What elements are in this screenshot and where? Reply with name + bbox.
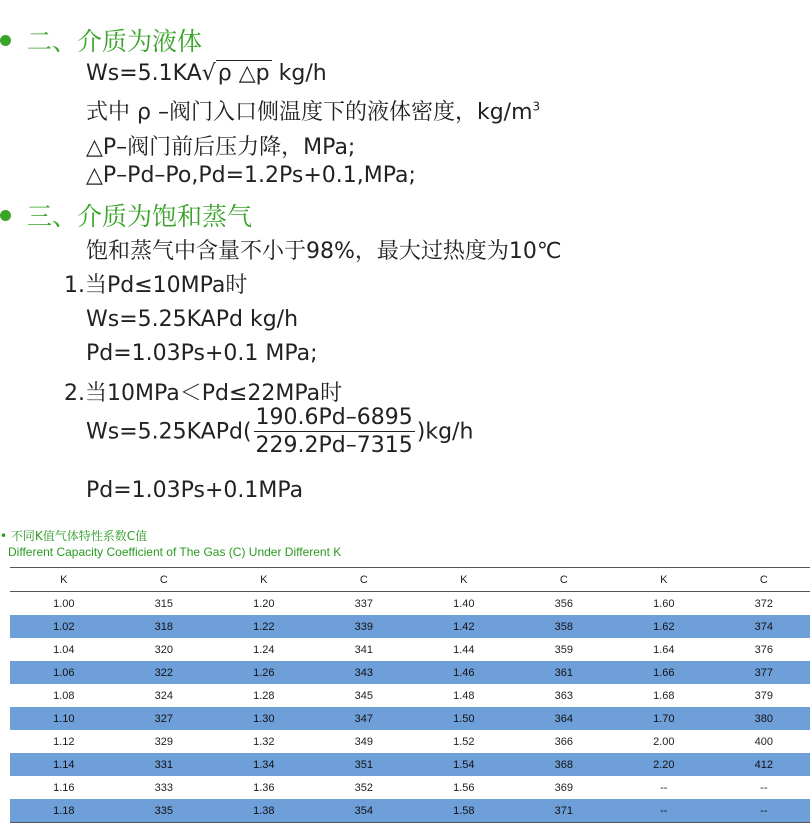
cell-c: 361 bbox=[518, 661, 610, 684]
cell-c: 356 bbox=[554, 597, 573, 610]
cell-k: 1.08 bbox=[53, 689, 75, 702]
cell-c: 368 bbox=[518, 753, 610, 776]
cell-c: 379 bbox=[754, 689, 773, 702]
table-row bbox=[10, 615, 810, 638]
cell-c: 366 bbox=[554, 735, 573, 748]
cell-k: 1.70 bbox=[610, 707, 718, 730]
case1-pd: Pd=1.03Ps+0.1 MPa; bbox=[86, 341, 318, 366]
cell-k: 1.34 bbox=[210, 753, 318, 776]
liquid-formula bbox=[86, 60, 327, 86]
fraction bbox=[254, 405, 415, 460]
cell-c: 315 bbox=[154, 597, 174, 610]
case2-pd: Pd=1.03Ps+0.1MPa bbox=[86, 478, 304, 503]
cell-k: 1.48 bbox=[453, 689, 475, 702]
cell-c: 329 bbox=[154, 735, 174, 748]
bullet-dot bbox=[0, 210, 11, 221]
cell-c: 333 bbox=[154, 781, 174, 794]
cell-k: 1.44 bbox=[453, 643, 475, 656]
cell-k: -- bbox=[660, 781, 668, 794]
rho-superscript: 3 bbox=[532, 99, 541, 114]
case1-condition: 1.当Pd≤10MPa时 bbox=[64, 273, 248, 298]
cell-k: 1.52 bbox=[453, 735, 475, 748]
section-title: 三、介质为饱和蒸气 bbox=[27, 202, 253, 231]
header-c: C bbox=[518, 568, 610, 592]
cell-c: 380 bbox=[718, 707, 810, 730]
case2-ws-suffix: )kg/h bbox=[416, 419, 474, 445]
case2-ws-prefix: Ws=5.25KAPd( bbox=[86, 419, 252, 445]
table-row bbox=[10, 799, 810, 823]
cell-c: 320 bbox=[154, 643, 174, 656]
cell-k: 1.30 bbox=[210, 707, 318, 730]
formula-prefix: Ws=5.1KA bbox=[86, 61, 202, 86]
steam-note: 饱和蒸气中含量不小于98%，最大过热度为10℃ bbox=[86, 239, 562, 264]
header-k: K bbox=[610, 568, 718, 592]
cell-k: 1.20 bbox=[253, 597, 275, 610]
cell-k: 1.62 bbox=[610, 615, 718, 638]
table-row bbox=[10, 661, 810, 684]
cell-c: 347 bbox=[318, 707, 410, 730]
cell-c: 324 bbox=[154, 689, 174, 702]
table-row bbox=[10, 684, 810, 707]
cell-k: 1.14 bbox=[10, 753, 118, 776]
cell-c: -- bbox=[718, 799, 810, 823]
cell-c: 376 bbox=[754, 643, 773, 656]
cell-k: 1.64 bbox=[653, 643, 675, 656]
cell-c: 358 bbox=[518, 615, 610, 638]
cell-k: 1.28 bbox=[253, 689, 275, 702]
cell-k: 1.24 bbox=[253, 643, 275, 656]
cell-c: 363 bbox=[554, 689, 573, 702]
cell-c: 335 bbox=[118, 799, 210, 823]
cell-k: 1.60 bbox=[653, 597, 675, 610]
cell-c: 331 bbox=[118, 753, 210, 776]
cell-k: 1.00 bbox=[53, 597, 75, 610]
fraction-denominator: 229.2Pd–7315 bbox=[255, 433, 413, 458]
cell-k: 1.06 bbox=[10, 661, 118, 684]
header-c: C bbox=[718, 568, 810, 592]
cell-c: -- bbox=[760, 781, 768, 794]
cell-c: 372 bbox=[754, 597, 773, 610]
table-row bbox=[10, 753, 810, 776]
cell-c: 374 bbox=[718, 615, 810, 638]
cell-k: 1.32 bbox=[253, 735, 275, 748]
cell-c: 400 bbox=[754, 735, 773, 748]
cell-c: 412 bbox=[718, 753, 810, 776]
cell-c: 354 bbox=[318, 799, 410, 823]
cell-k: 1.26 bbox=[210, 661, 318, 684]
table-row bbox=[10, 592, 810, 616]
cell-k: 1.50 bbox=[410, 707, 518, 730]
cell-c: 318 bbox=[118, 615, 210, 638]
section-title: 二、介质为液体 bbox=[27, 27, 203, 56]
formula-unit: kg/h bbox=[278, 61, 327, 86]
cell-k: 1.58 bbox=[410, 799, 518, 823]
table-row bbox=[10, 707, 810, 730]
cell-k: 1.46 bbox=[410, 661, 518, 684]
case2-condition: 2.当10MPa＜Pd≤22MPa时 bbox=[64, 381, 343, 406]
table-row bbox=[10, 638, 810, 661]
cell-k: 1.02 bbox=[10, 615, 118, 638]
cell-k: 2.20 bbox=[610, 753, 718, 776]
cell-k: 1.38 bbox=[210, 799, 318, 823]
header-c: C bbox=[118, 568, 210, 592]
cell-c: 351 bbox=[318, 753, 410, 776]
header-k: K bbox=[210, 568, 318, 592]
cell-k: 1.40 bbox=[453, 597, 475, 610]
cell-c: 345 bbox=[354, 689, 373, 702]
cell-c: 352 bbox=[354, 781, 373, 794]
cell-c: 364 bbox=[518, 707, 610, 730]
cell-k: 2.00 bbox=[653, 735, 675, 748]
table-title: • 不同K值气体特性系数C值 bbox=[0, 529, 148, 543]
case2-ws bbox=[86, 405, 473, 460]
sqrt-content: ρ △p bbox=[217, 61, 270, 86]
cell-k: 1.42 bbox=[410, 615, 518, 638]
cell-c: 359 bbox=[554, 643, 573, 656]
cell-c: 349 bbox=[354, 735, 373, 748]
cell-k: 1.68 bbox=[653, 689, 675, 702]
bullet-dot bbox=[0, 35, 11, 46]
section-heading-liquid bbox=[0, 22, 202, 58]
rho-description bbox=[86, 95, 540, 126]
cell-k: -- bbox=[610, 799, 718, 823]
table-header-row bbox=[10, 568, 810, 592]
header-k: K bbox=[410, 568, 518, 592]
cell-c: 327 bbox=[118, 707, 210, 730]
cell-c: 377 bbox=[718, 661, 810, 684]
rho-desc-text: 式中 ρ –阀门入口侧温度下的液体密度，kg/m bbox=[86, 100, 533, 125]
cell-k: 1.10 bbox=[10, 707, 118, 730]
cell-c: 341 bbox=[354, 643, 373, 656]
cell-k: 1.12 bbox=[53, 735, 75, 748]
cell-c: 322 bbox=[118, 661, 210, 684]
cell-c: 369 bbox=[554, 781, 573, 794]
cell-c: 343 bbox=[318, 661, 410, 684]
cell-k: 1.18 bbox=[10, 799, 118, 823]
sqrt-expression: √ρ △p bbox=[201, 61, 270, 86]
cell-k: 1.04 bbox=[53, 643, 75, 656]
case1-ws: Ws=5.25KAPd kg/h bbox=[86, 307, 299, 332]
header-c: C bbox=[318, 568, 410, 592]
section-heading-steam bbox=[0, 197, 252, 233]
cell-k: 1.54 bbox=[410, 753, 518, 776]
cell-c: 371 bbox=[518, 799, 610, 823]
cell-c: 339 bbox=[318, 615, 410, 638]
dp-description: △P–阀门前后压力降，MPa; bbox=[86, 135, 356, 160]
dp-formula: △P–Pd–Po,Pd=1.2Ps+0.1,MPa; bbox=[86, 163, 416, 188]
table-row bbox=[10, 776, 810, 799]
cell-c: 337 bbox=[354, 597, 373, 610]
header-k: K bbox=[10, 568, 118, 592]
cell-k: 1.36 bbox=[253, 781, 275, 794]
cell-k: 1.16 bbox=[53, 781, 75, 794]
fraction-numerator: 190.6Pd–6895 bbox=[255, 405, 413, 430]
cell-k: 1.22 bbox=[210, 615, 318, 638]
table-row bbox=[10, 730, 810, 753]
cell-k: 1.56 bbox=[453, 781, 475, 794]
table-subtitle: Different Capacity Coefficient of The Gas (C) Under Different K bbox=[8, 545, 342, 559]
cell-k: 1.66 bbox=[610, 661, 718, 684]
k-c-table bbox=[10, 567, 810, 823]
